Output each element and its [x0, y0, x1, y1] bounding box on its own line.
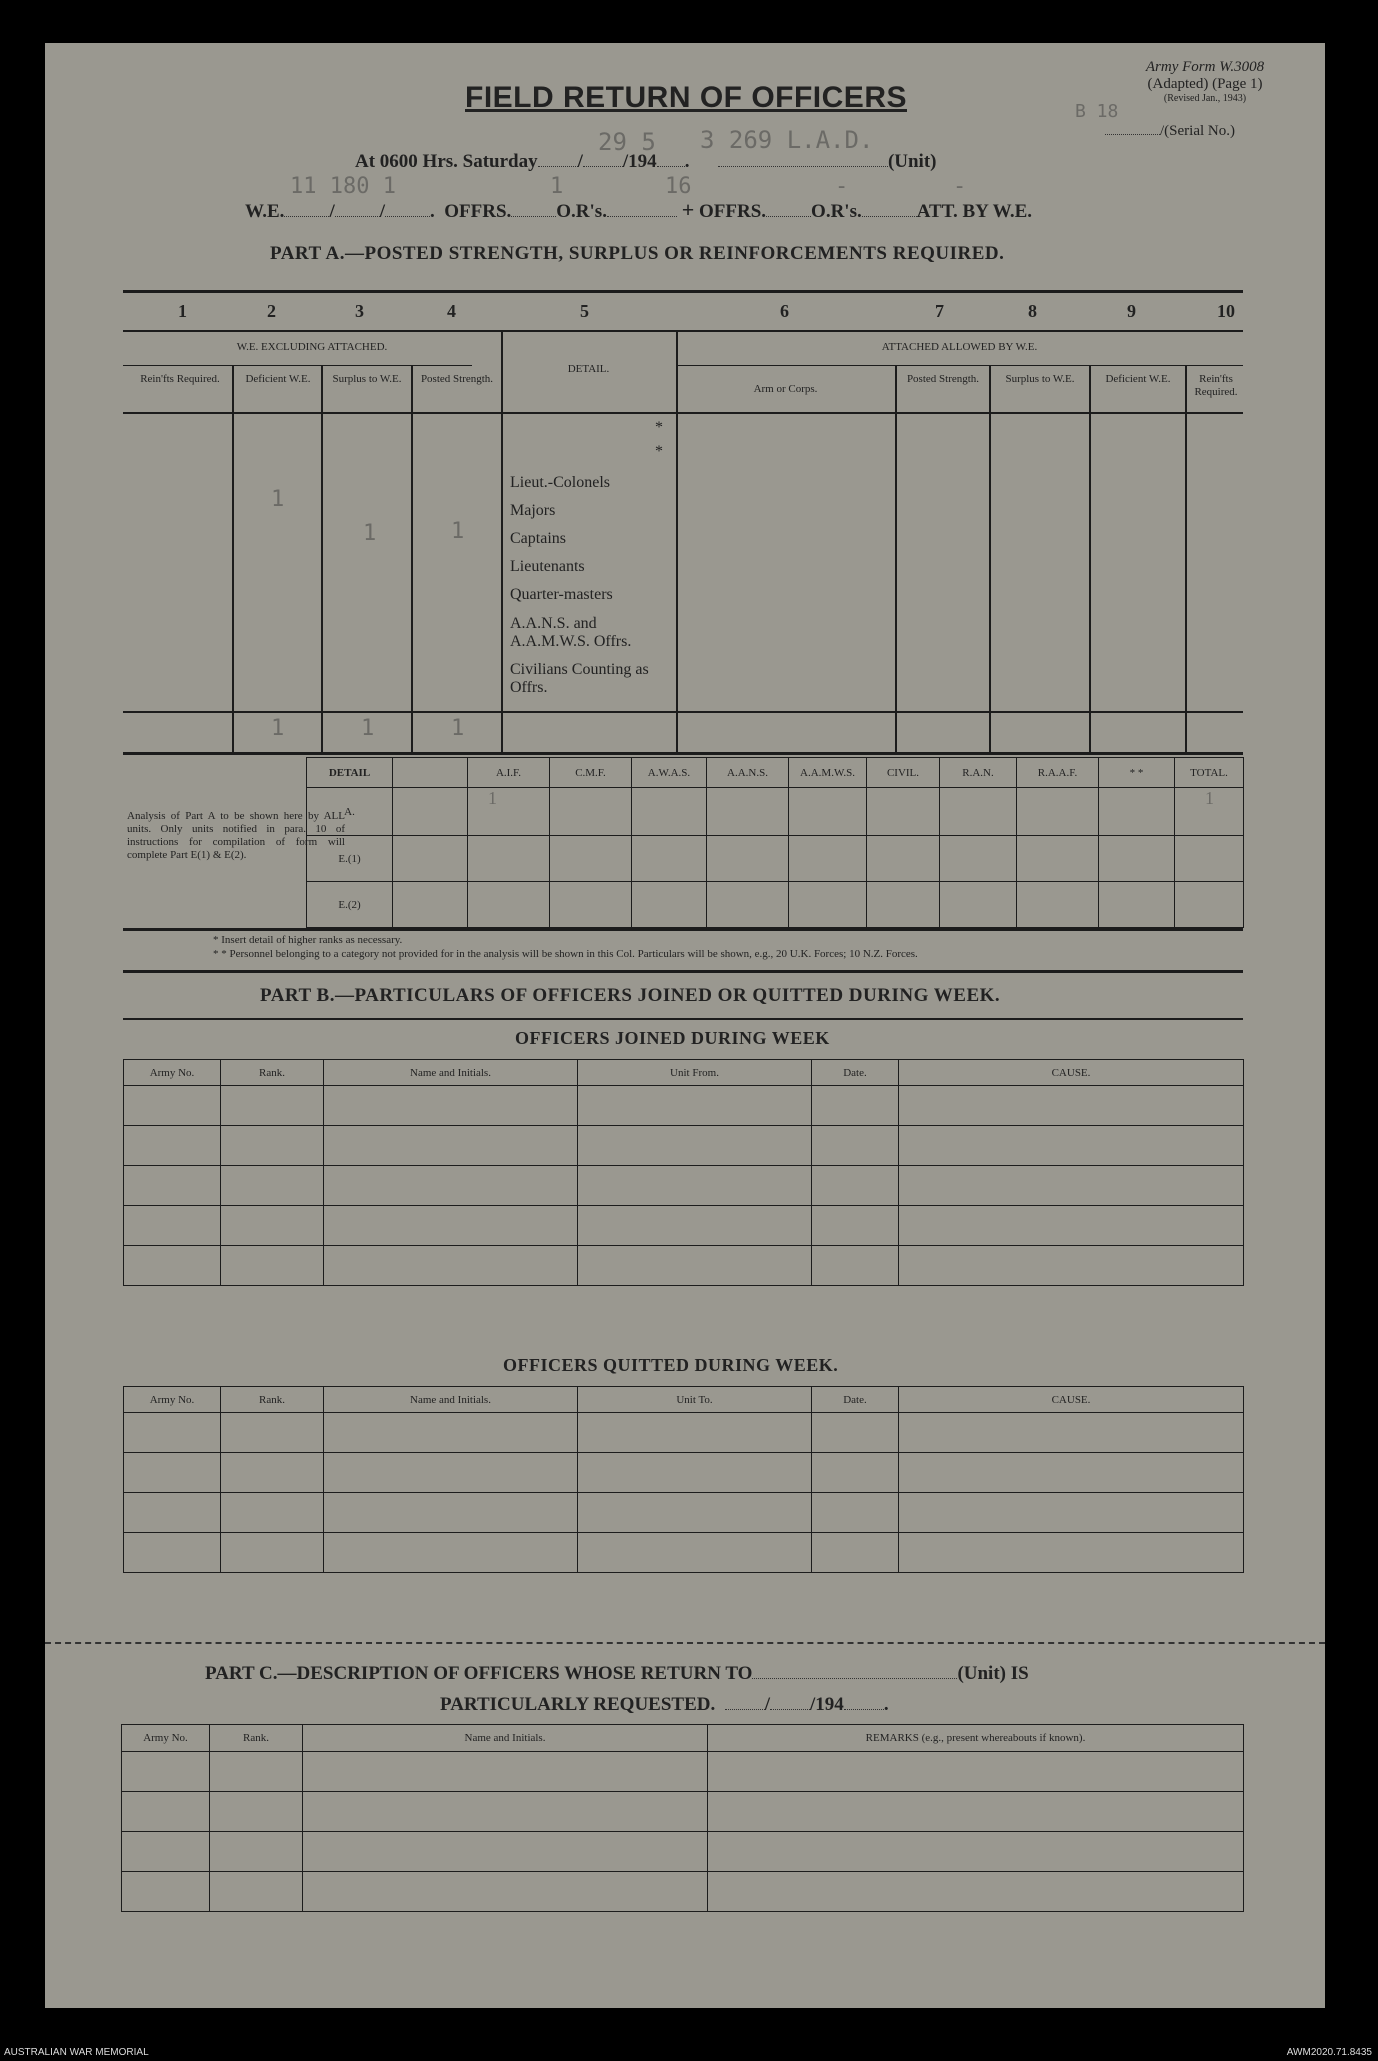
- perforation-line: [45, 1642, 1325, 1644]
- quitted-hdr-cause: CAUSE.: [899, 1387, 1244, 1413]
- joined-table: [123, 1059, 1244, 1286]
- pencil-total-posted: 1: [451, 716, 465, 741]
- col-num-4: 4: [447, 301, 456, 321]
- pencil-dash-1: -: [835, 174, 849, 199]
- an-hdr-blank: [393, 758, 468, 788]
- quitted-table: [123, 1386, 1244, 1573]
- col-num-1: 1: [178, 301, 187, 321]
- pencil-ors: 16: [665, 174, 692, 199]
- subhdr-posted-1: Posted Strength.: [420, 373, 494, 385]
- pencil-total-deficient: 1: [271, 716, 285, 741]
- analysis-table: [306, 757, 1244, 928]
- subhdr-surplus-1: Surplus to W.E.: [332, 373, 402, 385]
- rank-majors: Majors: [510, 502, 556, 519]
- pencil-dash-2: -: [953, 174, 967, 199]
- pencil-offrs: 1: [550, 174, 564, 199]
- an-pencil-total: 1: [1175, 788, 1244, 836]
- page-title: FIELD RETURN OF OFFICERS: [465, 81, 907, 114]
- an-row-e2: E.(2): [307, 882, 393, 928]
- pc-hdr-army-no: Army No.: [122, 1725, 210, 1752]
- star-2: *: [655, 443, 663, 460]
- rank-list: [510, 469, 676, 697]
- form-line-3: (Revised Jan., 1943): [1163, 93, 1247, 104]
- part-c-table: [121, 1724, 1244, 1912]
- serial-no: /(Serial No.): [1105, 123, 1235, 140]
- an-hdr-total: TOTAL.: [1175, 758, 1244, 788]
- joined-title: OFFICERS JOINED DURING WEEK: [515, 1028, 830, 1048]
- rank-qm: Quarter-masters: [510, 586, 613, 603]
- part-b-title: PART B.—PARTICULARS OF OFFICERS JOINED OR QUITTED DURING WEEK.: [260, 985, 1001, 1006]
- an-hdr-other: * *: [1099, 758, 1175, 788]
- subhdr-reinfts-2: Rein'fts Required.: [1194, 373, 1238, 398]
- subhdr-arm-corps: Arm or Corps.: [753, 383, 818, 395]
- joined-hdr-name: Name and Initials.: [324, 1060, 578, 1086]
- pc-hdr-remarks: REMARKS (e.g., present whereabouts if known).: [708, 1725, 1244, 1752]
- pencil-surplus: 1: [363, 521, 377, 546]
- subhdr-posted-2: Posted Strength.: [906, 373, 980, 385]
- rank-lt-col: Lieut.-Colonels: [510, 474, 610, 491]
- col-num-2: 2: [267, 301, 276, 321]
- footnote-1: * Insert detail of higher ranks as necessary.: [213, 934, 403, 946]
- rank-civilians: Civilians Counting as Offrs.: [510, 661, 649, 696]
- col-num-3: 3: [355, 301, 364, 321]
- pencil-total-surplus: 1: [361, 716, 375, 741]
- joined-hdr-army-no: Army No.: [124, 1060, 221, 1086]
- an-hdr-ran: R.A.N.: [940, 758, 1017, 788]
- form-line-1: Army Form W.3008: [1145, 59, 1265, 75]
- rank-lieutenants: Lieutenants: [510, 558, 585, 575]
- quitted-hdr-rank: Rank.: [221, 1387, 324, 1413]
- footnote-2: * * Personnel belonging to a category not provided for in the analysis will be shown in this Col. Particulars will be shown, e.g., 20 U.K. Forces; 10 N.Z. Forces.: [213, 948, 918, 960]
- an-hdr-civil: CIVIL.: [867, 758, 940, 788]
- we-line: W.E. / / . OFFRS. O.R's. + OFFRS. O.R's. ATT. BY W.E.: [245, 197, 1033, 222]
- rank-aans: A.A.N.S. and A.A.M.W.S. Offrs.: [510, 615, 632, 650]
- joined-hdr-cause: CAUSE.: [899, 1060, 1244, 1086]
- an-hdr-aif: A.I.F.: [468, 758, 550, 788]
- pencil-posted: 1: [451, 519, 465, 544]
- an-hdr-awas: A.W.A.S.: [632, 758, 707, 788]
- col-num-10: 10: [1217, 301, 1235, 321]
- footer-accession: AWM2020.71.8435: [1286, 2047, 1372, 2058]
- col-num-6: 6: [780, 301, 789, 321]
- joined-hdr-rank: Rank.: [221, 1060, 324, 1086]
- subhdr-deficient-1: Deficient W.E.: [245, 373, 311, 385]
- quitted-title: OFFICERS QUITTED DURING WEEK.: [503, 1355, 839, 1375]
- subhdr-reinfts-1: Rein'fts Required.: [140, 373, 220, 385]
- pencil-we: 11 180 1: [290, 174, 396, 199]
- an-row-e1: E.(1): [307, 836, 393, 882]
- an-row-a: A.: [307, 788, 393, 836]
- an-hdr-detail: DETAIL: [307, 758, 393, 788]
- pencil-unit: 3 269 L.A.D.: [700, 126, 874, 154]
- detail-header: DETAIL.: [567, 363, 610, 375]
- quitted-hdr-date: Date.: [812, 1387, 899, 1413]
- pencil-deficient: 1: [271, 487, 285, 512]
- form-line-2: (Adapted) (Page 1): [1147, 76, 1263, 92]
- col-num-9: 9: [1127, 301, 1136, 321]
- subhdr-surplus-2: Surplus to W.E.: [1005, 373, 1075, 385]
- quitted-hdr-name: Name and Initials.: [324, 1387, 578, 1413]
- subhdr-deficient-2: Deficient W.E.: [1105, 373, 1171, 385]
- an-pencil-aif: 1: [468, 788, 550, 836]
- quitted-hdr-army-no: Army No.: [124, 1387, 221, 1413]
- pencil-date: 29 5: [598, 128, 656, 156]
- analysis-note: Analysis of Part A to be shown here by ALL units. Only units notified in para. 10 of instructions for compilation of form will complete Part E(1) & E(2).: [127, 810, 345, 861]
- an-hdr-aans: A.A.N.S.: [707, 758, 789, 788]
- part-c-line-1: PART C.—DESCRIPTION OF OFFICERS WHOSE RETURN TO (Unit) IS: [205, 1663, 1029, 1684]
- an-hdr-aamws: A.A.M.W.S.: [789, 758, 867, 788]
- joined-hdr-date: Date.: [812, 1060, 899, 1086]
- serial-pencil: B 18: [1075, 101, 1119, 122]
- pc-hdr-rank: Rank.: [210, 1725, 303, 1752]
- quitted-hdr-unit-to: Unit To.: [578, 1387, 812, 1413]
- footer-credit: AUSTRALIAN WAR MEMORIAL: [4, 2047, 149, 2058]
- col-num-5: 5: [580, 301, 589, 321]
- form-number: [1090, 59, 1320, 104]
- star-1: *: [655, 419, 663, 436]
- date-line: At 0600 Hrs. Saturday / /194 . (Unit): [355, 151, 937, 172]
- we-excluding-header: W.E. EXCLUDING ATTACHED.: [236, 341, 388, 353]
- an-hdr-raaf: R.A.A.F.: [1017, 758, 1099, 788]
- pc-hdr-name: Name and Initials.: [303, 1725, 708, 1752]
- col-num-7: 7: [935, 301, 944, 321]
- attached-header: ATTACHED ALLOWED BY W.E.: [881, 341, 1038, 353]
- joined-hdr-unit-from: Unit From.: [578, 1060, 812, 1086]
- part-a-title: PART A.—POSTED STRENGTH, SURPLUS OR REINFORCEMENTS REQUIRED.: [270, 243, 1005, 264]
- part-c-line-2: PARTICULARLY REQUESTED. / /194 .: [440, 1694, 889, 1715]
- an-hdr-cmf: C.M.F.: [550, 758, 632, 788]
- form-sheet: [45, 43, 1325, 2008]
- rank-captains: Captains: [510, 530, 566, 547]
- col-num-8: 8: [1028, 301, 1037, 321]
